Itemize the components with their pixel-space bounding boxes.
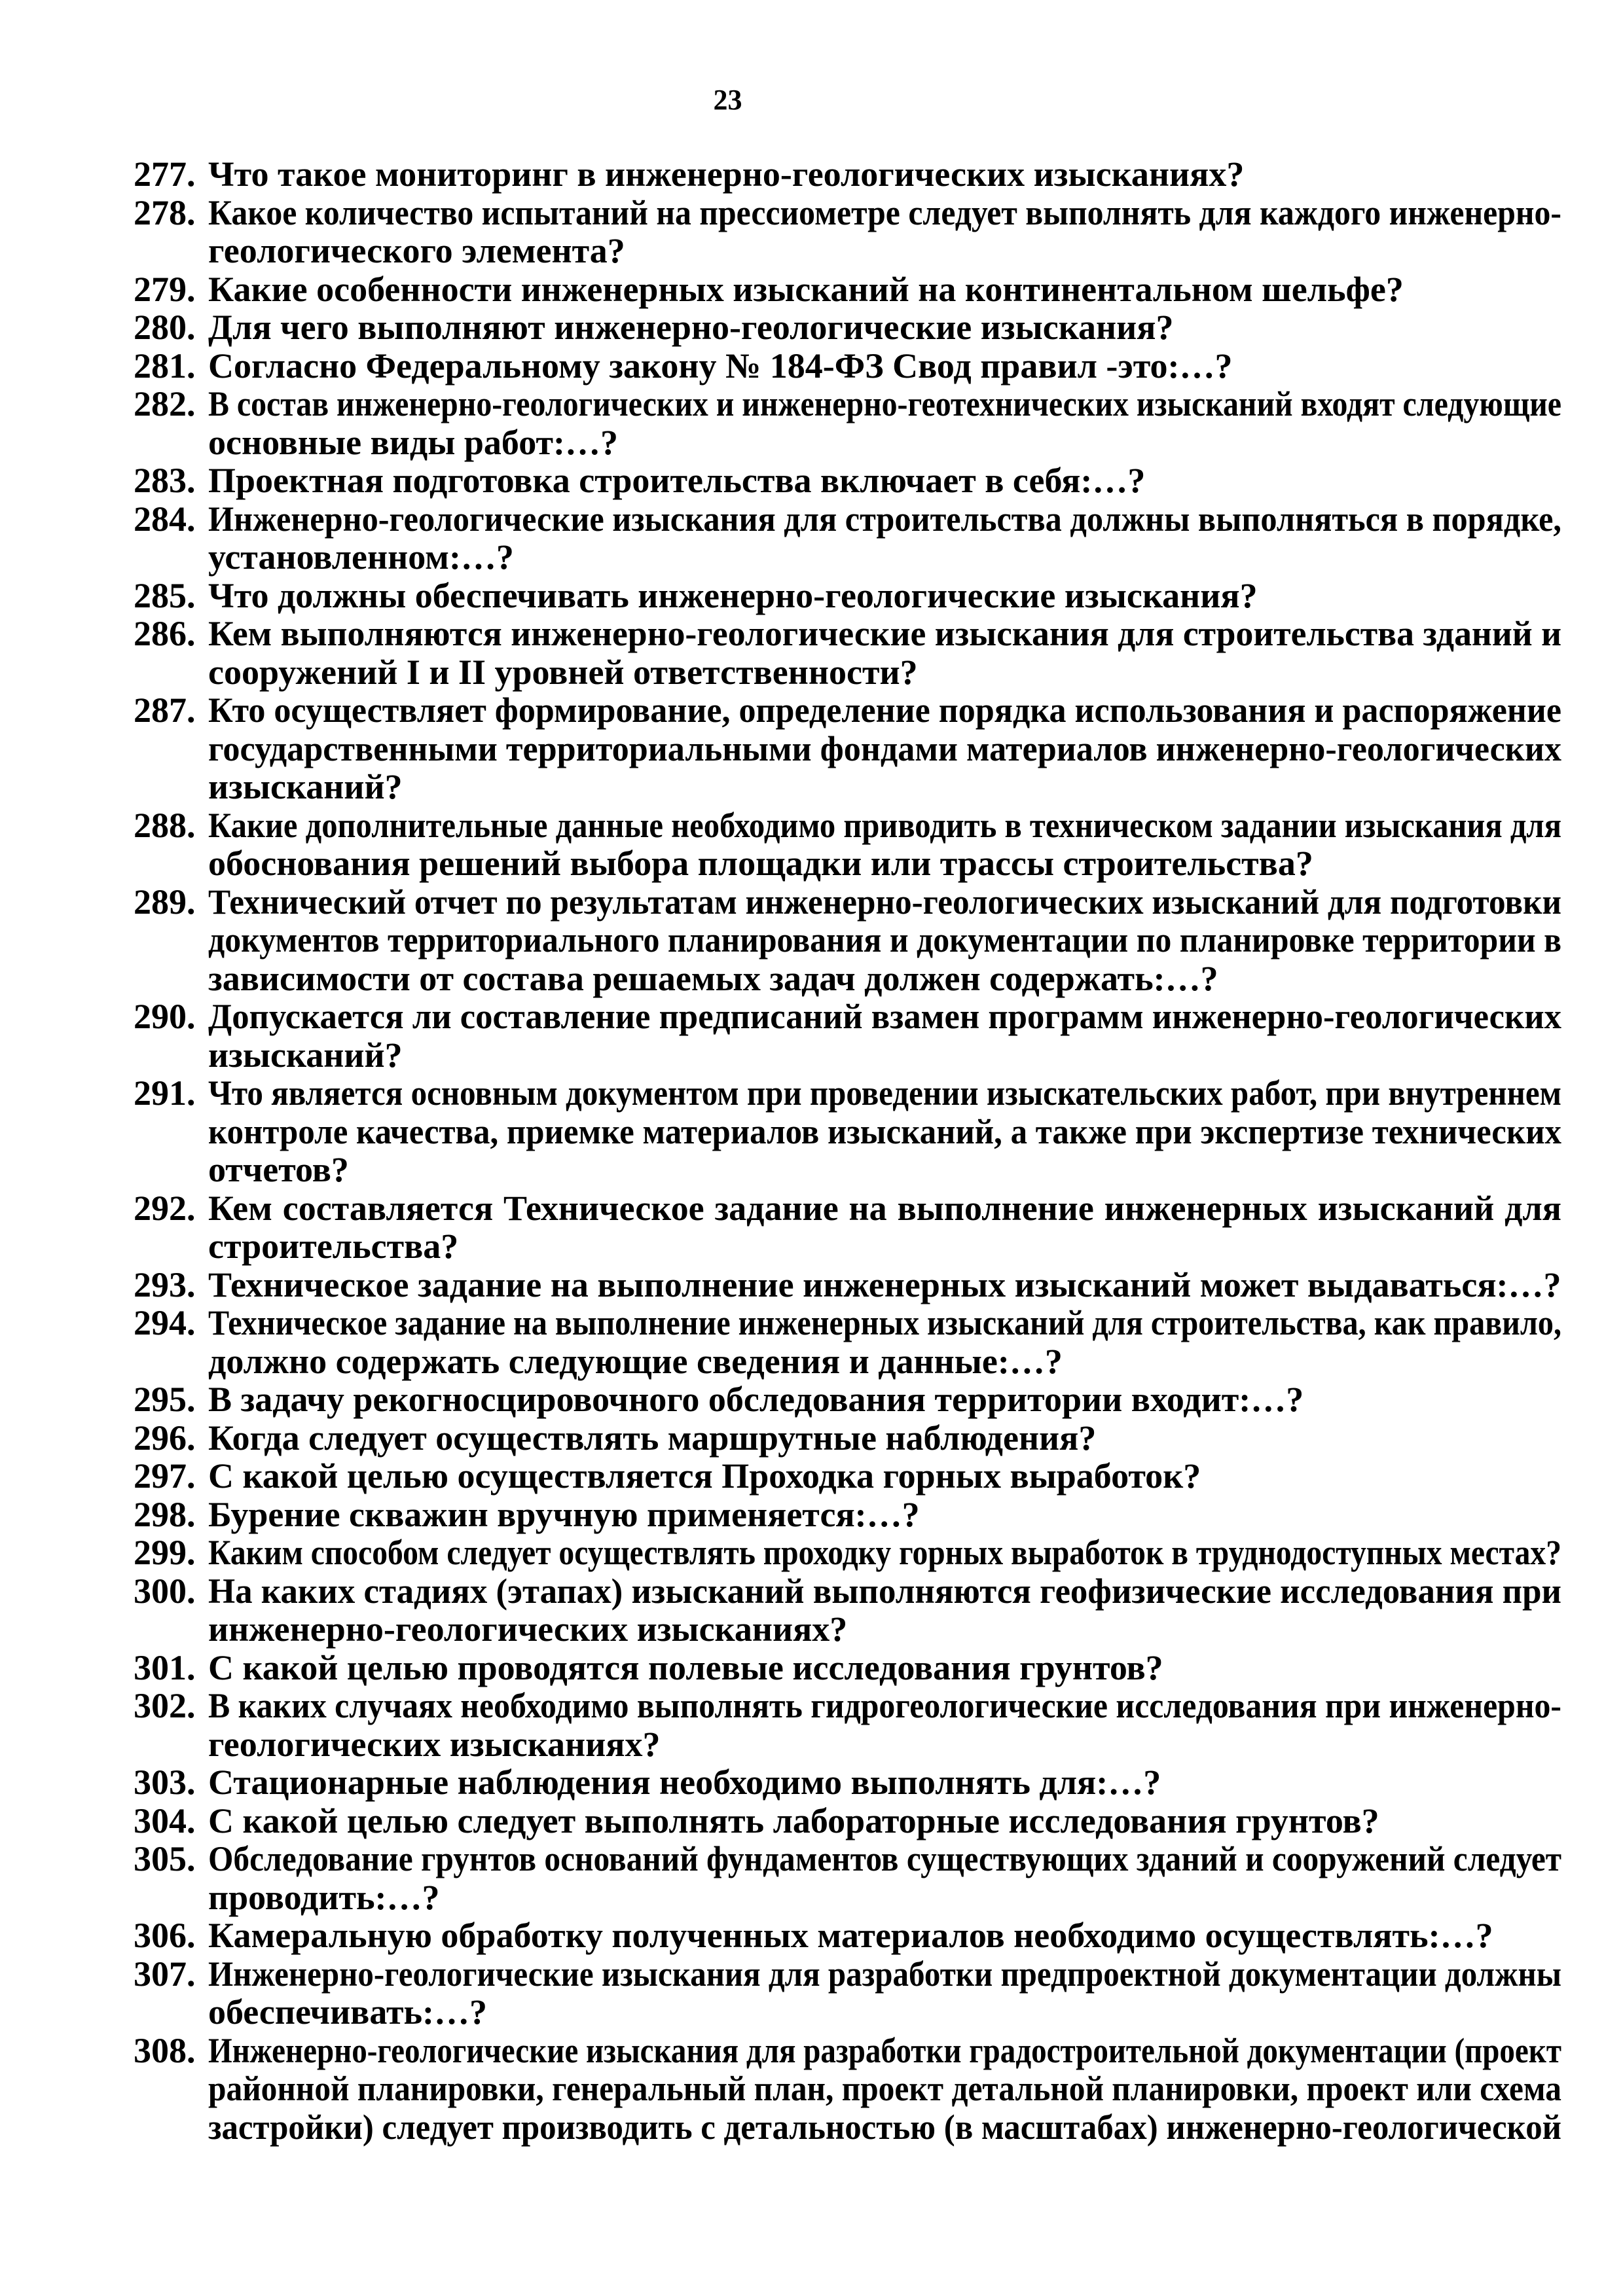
question-text-line (208, 1534, 1561, 1572)
question-text-line (208, 1457, 1561, 1496)
question-item (134, 385, 1561, 461)
question-text-line (208, 1074, 1561, 1113)
question-text: геологических изысканиях? (208, 1724, 661, 1764)
question-item (134, 2032, 1561, 2147)
question-number: 304. (134, 1801, 196, 1840)
question-text: зависимости от состава решаемых задач должен содержать:…? (208, 958, 1218, 998)
question-number: 282. (134, 384, 196, 423)
question-text: Инженерно-геологические изыскания для разработки предпроектной документации должны (208, 1954, 1561, 1994)
question-number: 306. (134, 1916, 196, 1955)
question-item (134, 461, 1561, 500)
question-item (134, 1840, 1561, 1916)
question-number: 296. (134, 1418, 196, 1458)
question-text: Бурение скважин вручную применяется:…? (208, 1494, 920, 1534)
question-text: Инженерно-геологические изыскания для разработки градостроительной документации (проект (208, 2030, 1561, 2070)
question-number: 292. (134, 1188, 196, 1228)
question-text: Когда следует осуществлять маршрутные наблюдения? (208, 1418, 1097, 1458)
question-number: 283. (134, 461, 196, 500)
question-text-line (208, 270, 1561, 309)
question-number: 281. (134, 346, 196, 386)
question-number: 298. (134, 1494, 196, 1534)
question-number: 277. (134, 154, 196, 194)
question-text: В состав инженерно-геологических и инженерно-геотехнических изысканий входят следующие (208, 384, 1561, 423)
question-text: Технический отчет по результатам инженерно-геологических изысканий для подготовки (208, 882, 1561, 922)
question-text: изысканий? (208, 1035, 403, 1075)
question-number: 297. (134, 1456, 196, 1496)
question-text-line (208, 308, 1561, 347)
question-number: 286. (134, 614, 196, 653)
question-item (134, 691, 1561, 806)
question-text-line (208, 2108, 1561, 2147)
question-number: 300. (134, 1571, 196, 1611)
question-item (134, 194, 1561, 270)
question-text-line (208, 1572, 1561, 1611)
question-item (134, 347, 1561, 386)
question-text-line (208, 2070, 1561, 2108)
question-text-line (208, 1687, 1561, 1725)
question-text: С какой целью проводятся полевые исследования грунтов? (208, 1647, 1163, 1687)
question-text: документов территориального планирования и документации по планировке территории в (208, 920, 1561, 960)
question-text-line (208, 997, 1561, 1036)
question-text: изысканий? (208, 767, 403, 806)
question-number: 302. (134, 1686, 196, 1725)
question-item (134, 1534, 1561, 1572)
question-text-line (208, 2032, 1561, 2070)
page-number: 23 (713, 84, 742, 116)
question-text: обоснования решений выбора площадки или трассы строительства? (208, 844, 1313, 883)
question-text: должно содержать следующие сведения и данные:…? (208, 1341, 1063, 1381)
question-text-line (208, 1419, 1561, 1458)
question-text-line (208, 653, 1561, 692)
question-text-line (208, 806, 1561, 845)
question-item (134, 1457, 1561, 1496)
question-text-line (208, 730, 1561, 768)
question-number: 301. (134, 1647, 196, 1687)
question-text-line (208, 385, 1561, 423)
question-text-line (208, 1189, 1561, 1228)
question-text-line (208, 461, 1561, 500)
question-item (134, 1955, 1561, 2032)
question-text-line (208, 921, 1561, 960)
question-item (134, 1649, 1561, 1687)
question-number: 303. (134, 1763, 196, 1802)
question-text: Согласно Федеральному закону № 184-ФЗ Свод правил -это:…? (208, 346, 1233, 386)
question-text-line (208, 1036, 1561, 1075)
question-text: Камеральную обработку полученных материалов необходимо осуществлять:…? (208, 1916, 1493, 1955)
question-number: 287. (134, 691, 196, 730)
question-text: Для чего выполняют инженерно-геологические изыскания? (208, 308, 1174, 347)
question-text: На каких стадиях (этапах) изысканий выполняются геофизические исследования при (208, 1571, 1561, 1611)
question-text-line (208, 1725, 1561, 1764)
question-number: 295. (134, 1380, 196, 1419)
question-text-line (208, 1649, 1561, 1687)
question-number: 294. (134, 1303, 196, 1342)
question-item (134, 1687, 1561, 1763)
question-text: Какое количество испытаний на прессиометре следует выполнять для каждого инженерно- (208, 192, 1561, 232)
question-text-line (208, 615, 1561, 653)
question-text-line (208, 1342, 1561, 1381)
question-text: контроле качества, приемке материалов изысканий, а также при экспертизе технических (208, 1111, 1561, 1151)
question-text-line (208, 232, 1561, 270)
question-text-line (208, 1610, 1561, 1649)
question-text: основные виды работ:…? (208, 422, 619, 462)
question-item (134, 1266, 1561, 1304)
question-number: 278. (134, 192, 196, 232)
question-text-line (208, 155, 1561, 194)
question-item (134, 270, 1561, 309)
question-text-line (208, 883, 1561, 922)
question-text-line (208, 347, 1561, 386)
question-text: Кем составляется Техническое задание на выполнение инженерных изысканий для (208, 1188, 1561, 1228)
question-item (134, 1572, 1561, 1649)
question-item (134, 1496, 1561, 1534)
question-number: 280. (134, 308, 196, 347)
question-text-line (208, 1227, 1561, 1266)
question-number: 305. (134, 1839, 196, 1878)
question-text: проводить:…? (208, 1877, 440, 1917)
question-text: Техническое задание на выполнение инженерных изысканий для строительства, как правило, (208, 1303, 1561, 1342)
question-text-line (208, 1304, 1561, 1342)
question-list (134, 155, 1561, 2146)
question-text-line (208, 1496, 1561, 1534)
question-text-line (208, 960, 1561, 998)
question-item (134, 615, 1561, 691)
question-text-line (208, 844, 1561, 883)
question-text: установленном:…? (208, 537, 514, 577)
question-item (134, 155, 1561, 194)
question-text-line (208, 1113, 1561, 1151)
question-text: государственными территориальными фондами материалов инженерно-геологических (208, 728, 1561, 768)
question-text-line (208, 1151, 1561, 1189)
question-text: инженерно-геологических изысканиях? (208, 1609, 848, 1649)
question-text-line (208, 423, 1561, 462)
question-item (134, 1074, 1561, 1189)
question-text-line (208, 1955, 1561, 1994)
question-text: Что такое мониторинг в инженерно-геологических изысканиях? (208, 154, 1245, 194)
question-text-line (208, 500, 1561, 539)
question-text: Какие особенности инженерных изысканий на континентальном шельфе? (208, 269, 1404, 309)
question-text: геологического элемента? (208, 231, 625, 270)
question-text-line (208, 1802, 1561, 1840)
question-text-line (208, 1916, 1561, 1955)
question-text: Какие дополнительные данные необходимо приводить в техническом задании изыскания для (208, 805, 1561, 845)
question-text: Каким способом следует осуществлять проходку горных выработок в труднодоступных местах? (208, 1533, 1561, 1572)
question-number: 293. (134, 1265, 196, 1304)
question-text-line (208, 1763, 1561, 1802)
question-text: застройки) следует производить с детальностью (в масштабах) инженерно-геологической (208, 2107, 1561, 2147)
question-text-line (208, 1993, 1561, 2032)
question-item (134, 997, 1561, 1074)
question-item (134, 1916, 1561, 1955)
question-number: 307. (134, 1954, 196, 1994)
question-item (134, 577, 1561, 615)
question-item (134, 1763, 1561, 1802)
question-text-line (208, 768, 1561, 806)
question-text-line (208, 1840, 1561, 1878)
question-number: 291. (134, 1073, 196, 1113)
question-text: С какой целью осуществляется Проходка горных выработок? (208, 1456, 1201, 1496)
question-text: Что является основным документом при проведении изыскательских работ, при внутреннем (208, 1073, 1561, 1113)
question-number: 279. (134, 269, 196, 309)
question-text: Инженерно-геологические изыскания для строительства должны выполняться в порядке, (208, 499, 1561, 539)
question-item (134, 883, 1561, 998)
question-text-line (208, 691, 1561, 730)
question-text: Кто осуществляет формирование, определение порядка использования и распоряжение (208, 691, 1561, 730)
question-number: 289. (134, 882, 196, 922)
question-text-line (208, 194, 1561, 232)
question-item (134, 1419, 1561, 1458)
question-number: 284. (134, 499, 196, 539)
question-text: Кем выполняются инженерно-геологические изыскания для строительства зданий и (208, 614, 1561, 653)
question-text: Допускается ли составление предписаний взамен программ инженерно-геологических (208, 997, 1561, 1036)
question-text-line (208, 538, 1561, 577)
question-number: 285. (134, 575, 196, 615)
question-item (134, 806, 1561, 883)
question-text-line (208, 1266, 1561, 1304)
question-item (134, 1189, 1561, 1266)
question-text: строительства? (208, 1227, 459, 1266)
question-text: С какой целью следует выполнять лабораторные исследования грунтов? (208, 1801, 1379, 1840)
question-text: В каких случаях необходимо выполнять гидрогеологические исследования при инженерно- (208, 1686, 1561, 1725)
question-item (134, 1802, 1561, 1840)
question-item (134, 1380, 1561, 1419)
question-text: сооружений I и II уровней ответственности? (208, 652, 918, 692)
question-text-line (208, 1380, 1561, 1419)
question-number: 308. (134, 2030, 196, 2070)
question-text-line (208, 1878, 1561, 1917)
question-number: 290. (134, 997, 196, 1036)
question-text: обеспечивать:…? (208, 1992, 488, 2032)
question-text: районной планировки, генеральный план, проект детальной планировки, проект или схема (208, 2069, 1561, 2108)
question-number: 299. (134, 1533, 196, 1572)
question-text: Обследование грунтов оснований фундаментов существующих зданий и сооружений следует (208, 1839, 1561, 1878)
question-text: отчетов? (208, 1150, 349, 1189)
question-text: В задачу рекогносцировочного обследования территории входит:…? (208, 1380, 1304, 1419)
question-item (134, 500, 1561, 577)
question-text: Что должны обеспечивать инженерно-геологические изыскания? (208, 575, 1258, 615)
question-item (134, 308, 1561, 347)
question-text: Проектная подготовка строительства включает в себя:…? (208, 461, 1146, 500)
question-text: Техническое задание на выполнение инженерных изысканий может выдаваться:…? (208, 1265, 1561, 1304)
question-number: 288. (134, 805, 196, 845)
question-text-line (208, 577, 1561, 615)
question-text: Стационарные наблюдения необходимо выполнять для:…? (208, 1763, 1161, 1802)
question-item (134, 1304, 1561, 1380)
